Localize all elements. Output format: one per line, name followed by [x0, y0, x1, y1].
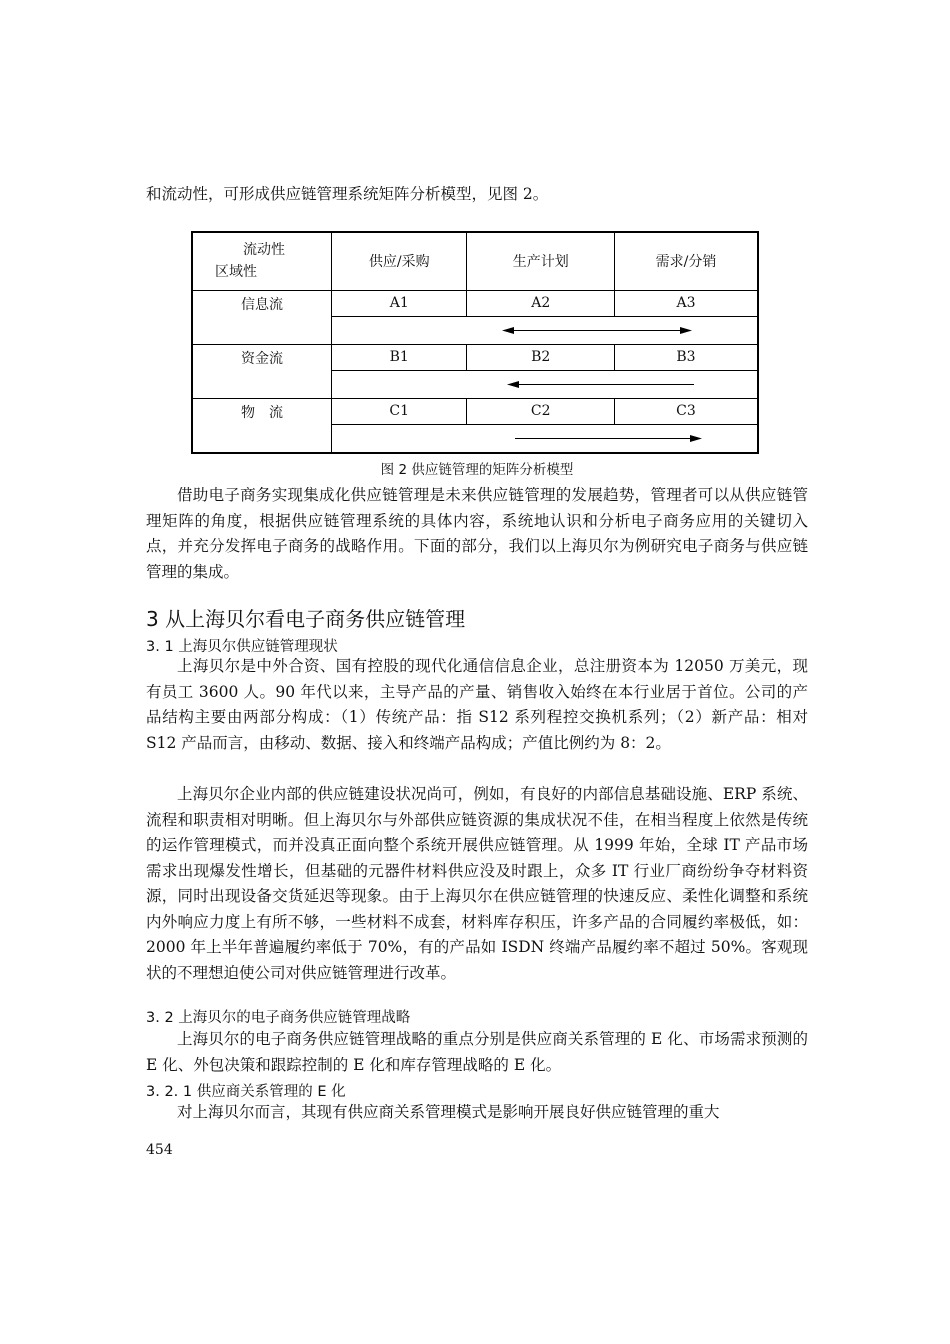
bidirectional-arrow-icon: [332, 317, 757, 344]
matrix-cell: B3: [614, 344, 758, 370]
intro-line: 和流动性，可形成供应链管理系统矩阵分析模型，见图 2。: [146, 185, 549, 203]
matrix-cell: A2: [467, 290, 615, 316]
paragraph-5: 对上海贝尔而言，其现有供应商关系管理模式是影响开展良好供应链管理的重大: [177, 1103, 720, 1121]
left-arrow-icon: [332, 371, 757, 398]
arrow-row-logistics: [332, 424, 759, 453]
figure-caption: 图 2 供应链管理的矩阵分析模型: [380, 462, 574, 478]
section-3-title: 3 从上海贝尔看电子商务供应链管理: [146, 607, 466, 631]
column-header: 需求/分销: [614, 232, 758, 290]
matrix-cell: C2: [467, 398, 615, 424]
column-header: 生产计划: [467, 232, 615, 290]
paragraph-3: 上海贝尔企业内部的供应链建设状况尚可，例如，有良好的内部信息基础设施、ERP 系统、流程和职责相对明晰。但上海贝尔与外部供应链资源的集成状况不佳，在相当程度上依然是传统的运作管理模式，而并没真正面向整个系统开展供应链管理。从 1999 年始，全球 IT 产品市场需求出现爆发性增长，但基础的元器件材料供应没及时跟上，众多 IT 行业厂商纷纷争夺材料资源，同时出现设备交货延迟等现象。由于上海贝尔在供应链管理的快速反应、柔性化调整和系统内外响应力度上有所不够，一些材料不成套，材料库存积压，许多产品的合同履约率极低，如：2000 年上半年普遍履约率低于 70%，有的产品如 ISDN 终端产品履约率不超过 50%。客观现状的不理想迫使公司对供应链管理进行改革。: [146, 785, 808, 982]
section-3-2-title: 3. 2 上海贝尔的电子商务供应链管理战略: [146, 1010, 411, 1026]
arrow-row-info: [332, 316, 759, 344]
row-label: 信息流: [192, 290, 332, 344]
paragraph-4: 上海贝尔的电子商务供应链管理战略的重点分别是供应商关系管理的 E 化、市场需求预测的 E 化、外包决策和跟踪控制的 E 化和库存管理战略的 E 化。: [146, 1030, 808, 1074]
row-label: 资金流: [192, 344, 332, 398]
matrix-cell: C3: [614, 398, 758, 424]
matrix-cell: C1: [332, 398, 467, 424]
arrow-row-funds: [332, 370, 759, 398]
paragraph-1: 借助电子商务实现集成化供应链管理是未来供应链管理的发展趋势，管理者可以从供应链管理矩阵的角度，根据供应链管理系统的具体内容，系统地认识和分析电子商务应用的关键切入点，并充分发挥电子商务的战略作用。下面的部分，我们以上海贝尔为例研究电子商务与供应链管理的集成。: [146, 486, 808, 581]
corner-bottom-label: 区域性: [215, 264, 257, 281]
page-number: 454: [146, 1142, 173, 1158]
matrix-cell: A3: [614, 290, 758, 316]
matrix-corner: [192, 232, 332, 290]
corner-top-label: 流动性: [243, 242, 285, 259]
matrix-cell: B2: [467, 344, 615, 370]
right-arrow-icon: [332, 425, 757, 452]
section-3-1-title: 3. 1 上海贝尔供应链管理现状: [146, 639, 338, 655]
matrix-cell: A1: [332, 290, 467, 316]
section-3-2-1-title: 3. 2. 1 供应商关系管理的 E 化: [146, 1084, 346, 1100]
supply-chain-matrix: [191, 231, 759, 454]
matrix-cell: B1: [332, 344, 467, 370]
row-label: 物 流: [192, 398, 332, 453]
paragraph-2: 上海贝尔是中外合资、国有控股的现代化通信信息企业，总注册资本为 12050 万美元，现有员工 3600 人。90 年代以来，主导产品的产量、销售收入始终在本行业居于首位。公司的产品结构主要由两部分构成：（1）传统产品：指 S12 系列程控交换机系列；（2）新产品：相对 S12 产品而言，由移动、数据、接入和终端产品构成；产值比例约为 8：2。: [146, 657, 808, 752]
column-header: 供应/采购: [332, 232, 467, 290]
